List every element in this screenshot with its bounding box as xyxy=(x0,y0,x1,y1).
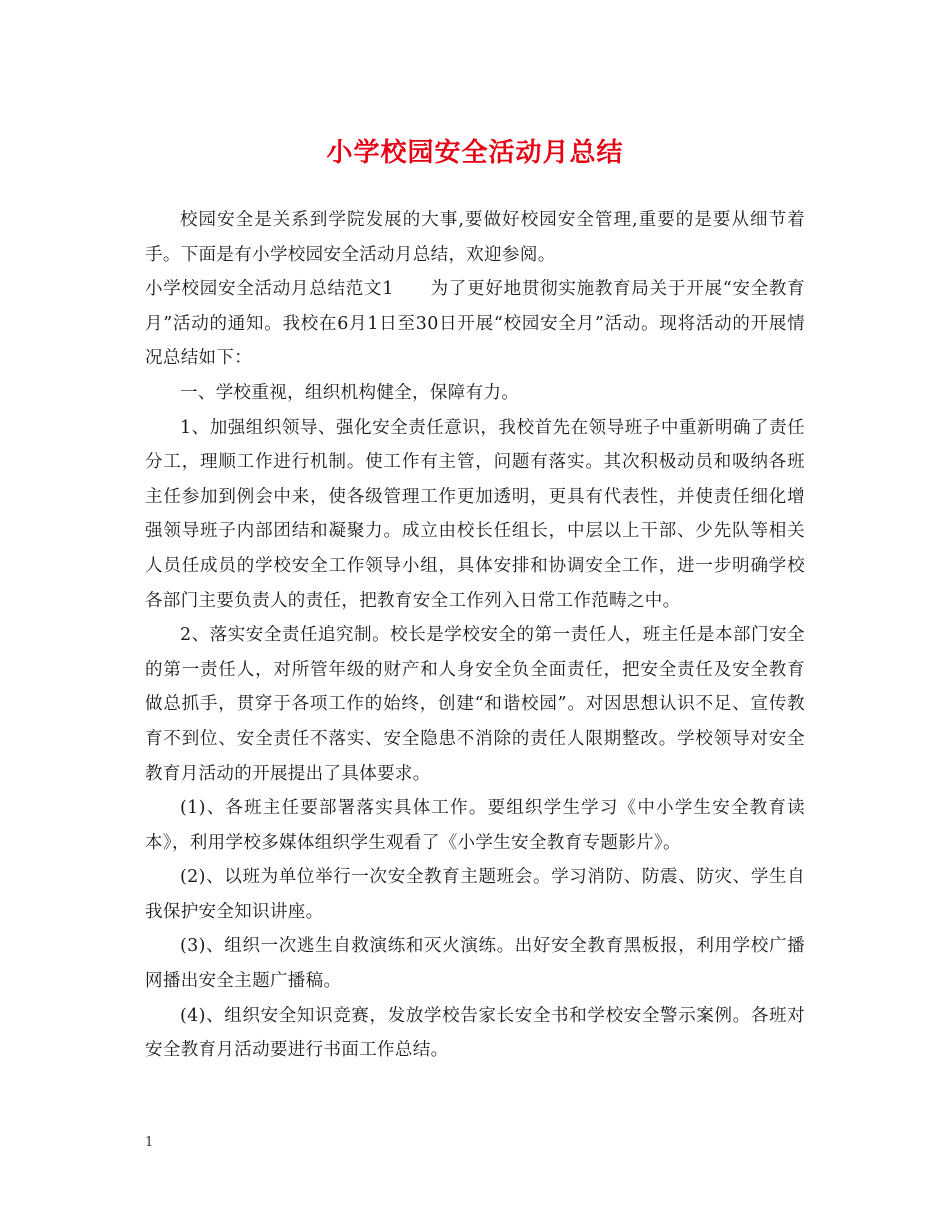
document-title: 小学校园安全活动月总结 xyxy=(326,138,624,168)
paragraph-subitem-1: (1)、各班主任要部署落实具体工作。要组织学生学习《中小学生安全教育读本》，利用学校多媒体组织学生观看了《小学生安全教育专题影片》。 xyxy=(145,798,805,853)
paragraph-subitem-4: (4)、组织安全知识竞赛，发放学校告家长安全书和学校安全警示案例。各班对安全教育月活动要进行书面工作总结。 xyxy=(145,1005,805,1061)
paragraph-subitem-3: (3)、组织一次逃生自救演练和灭火演练。出好安全教育黑板报，利用学校广播网播出安全主题广播稿。 xyxy=(145,936,805,992)
paragraph-sample-heading: 小学校园安全活动月总结范文1 为了更好地贯彻实施教育局关于开展“安全教育月”活动的通知。我校在6月1日至30日开展“校园安全月”活动。现将活动的开展情况总结如下： xyxy=(145,279,805,369)
page-number: 1 xyxy=(145,1135,154,1150)
paragraph-intro: 校园安全是关系到学院发展的大事,要做好校园安全管理,重要的是要从细节着手。下面是有小学校园安全活动月总结，欢迎参阅。 xyxy=(145,210,805,265)
document-body xyxy=(145,203,805,1068)
paragraph-item-2: 2、落实安全责任追究制。校长是学校安全的第一责任人，班主任是本部门安全的第一责任人，对所管年级的财产和人身安全负全面责任，把安全责任及安全教育做总抓手，贯穿于各项工作的始终，创建“和谐校园”。对因思想认识不足、宣传教育不到位、安全责任不落实、安全隐患不消除的责任人限期整改。学校领导对安全教育月活动的开展提出了具体要求。 xyxy=(145,625,805,784)
paragraph-item-1: 1、加强组织领导、强化安全责任意识，我校首先在领导班子中重新明确了责任分工，理顺工作进行机制。使工作有主管，问题有落实。其次积极动员和吸纳各班主任参加到例会中来，使各级管理工作更加透明，更具有代表性，并使责任细化增强领导班子内部团结和凝聚力。成立由校长任组长，中层以上干部、少先队等相关人员任成员的学校安全工作领导小组，具体安排和协调安全工作，进一步明确学校各部门主要负责人的责任，把教育安全工作列入日常工作范畴之中。 xyxy=(145,417,805,611)
paragraph-section-one: 一、学校重视，组织机构健全，保障有力。 xyxy=(180,382,520,403)
paragraph-subitem-2: (2)、以班为单位举行一次安全教育主题班会。学习消防、防震、防灾、学生自我保护安全知识讲座。 xyxy=(145,867,805,922)
